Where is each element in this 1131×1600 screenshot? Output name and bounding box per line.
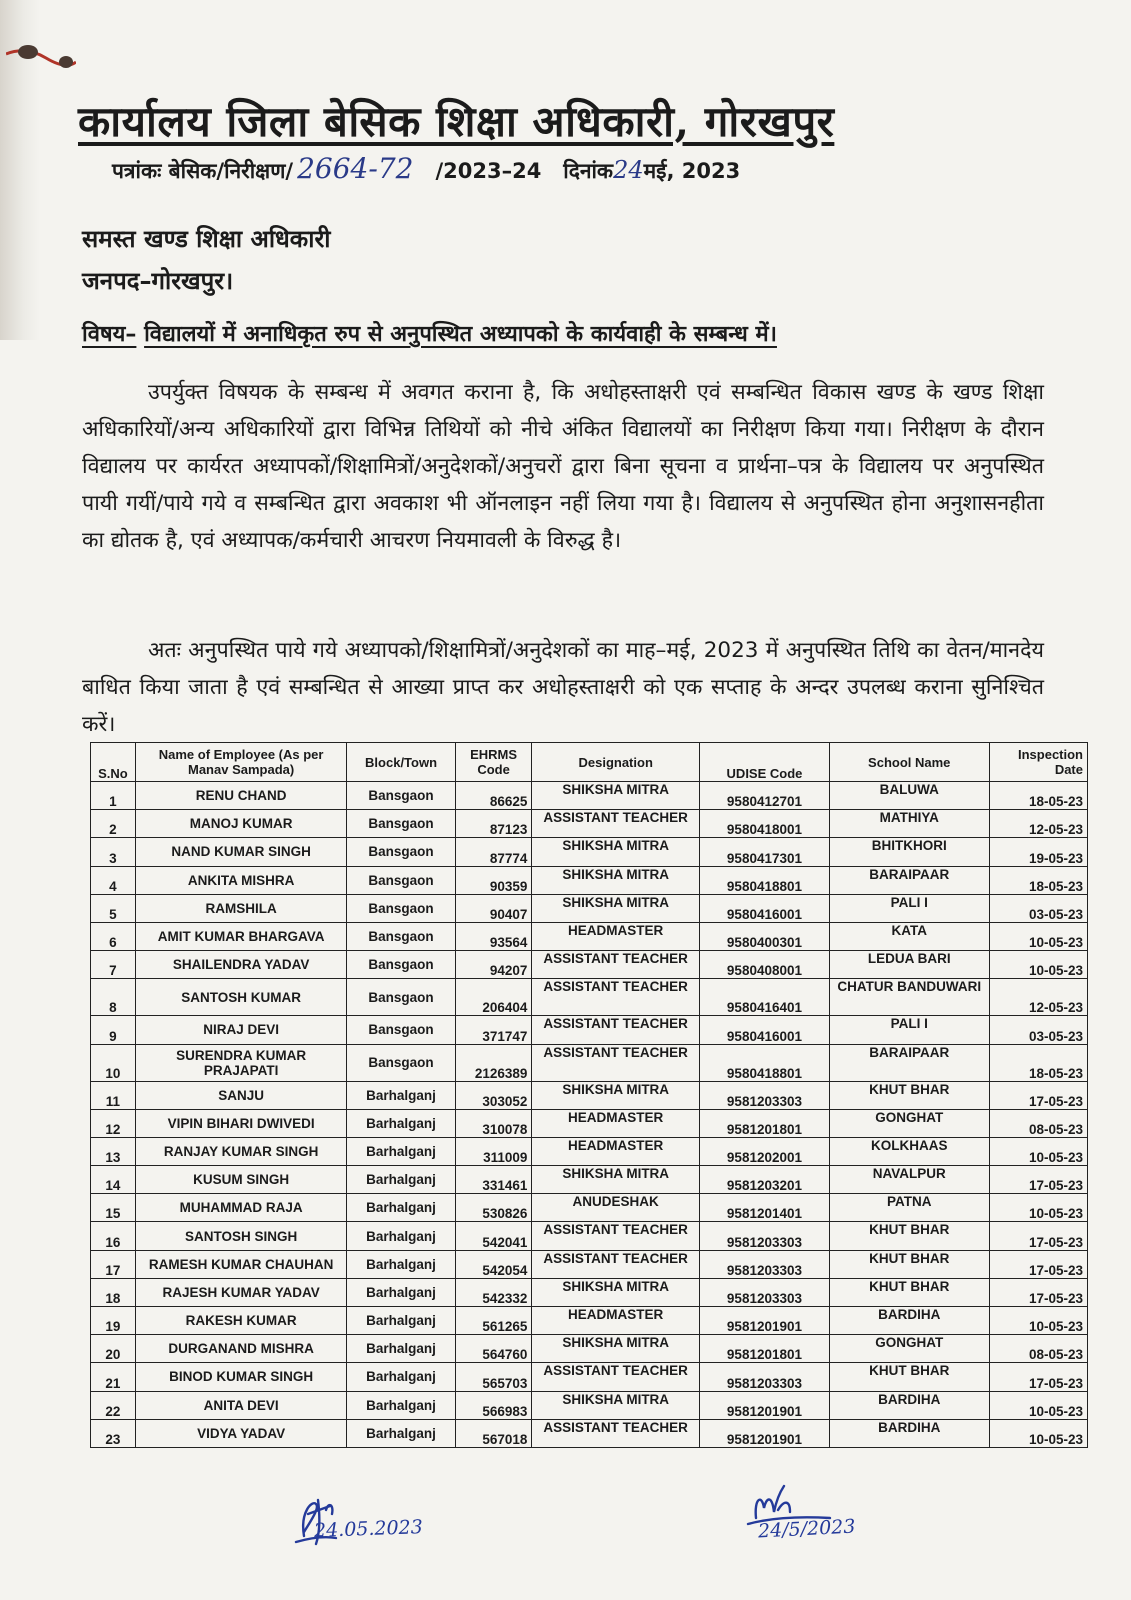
row-sno: 5 [91,894,136,922]
signature-right-date: 24/5/2023 [757,1515,856,1543]
row-school-name: KHUT BHAR [829,1363,989,1391]
row-designation: SHIKSHA MITRA [532,1081,700,1109]
row-employee-name: RENU CHAND [135,782,346,810]
row-school-name: KHUT BHAR [829,1081,989,1109]
row-ehrms-code: 561265 [455,1307,532,1335]
row-employee-name: DURGANAND MISHRA [135,1335,346,1363]
row-inspection-date: 10-05-23 [989,1419,1088,1447]
row-udise-code: 9580408001 [699,951,829,979]
row-block-town: Barhalganj [347,1363,455,1391]
row-sno: 14 [91,1166,136,1194]
row-school-name: PATNA [829,1194,989,1222]
row-school-name: KOLKHAAS [829,1137,989,1165]
subject-label: विषय– [82,322,137,347]
row-udise-code: 9581201801 [699,1109,829,1137]
row-ehrms-code: 530826 [455,1194,532,1222]
row-ehrms-code: 566983 [455,1391,532,1419]
row-inspection-date: 17-05-23 [989,1166,1088,1194]
reference-line [112,152,740,185]
row-block-town: Bansgaon [347,1016,455,1044]
row-employee-name: MANOJ KUMAR [135,810,346,838]
row-employee-name: RAKESH KUMAR [135,1307,346,1335]
table-header-row [91,743,1088,782]
row-school-name: KHUT BHAR [829,1250,989,1278]
row-sno: 8 [91,979,136,1016]
row-designation: HEADMASTER [532,1137,700,1165]
header-udise: UDISE Code [699,743,829,782]
row-inspection-date: 17-05-23 [989,1278,1088,1306]
row-employee-name: RAJESH KUMAR YADAV [135,1278,346,1306]
row-inspection-date: 17-05-23 [989,1081,1088,1109]
row-block-town: Barhalganj [347,1391,455,1419]
table-row [91,1109,1088,1137]
row-inspection-date: 10-05-23 [989,1391,1088,1419]
row-ehrms-code: 206404 [455,979,532,1016]
table-row [91,1194,1088,1222]
row-school-name: BARAIPAAR [829,866,989,894]
row-inspection-date: 18-05-23 [989,866,1088,894]
table-row [91,1391,1088,1419]
row-employee-name: AMIT KUMAR BHARGAVA [135,922,346,950]
row-employee-name: SHAILENDRA YADAV [135,951,346,979]
row-udise-code: 9581201901 [699,1307,829,1335]
row-inspection-date: 12-05-23 [989,979,1088,1016]
row-ehrms-code: 2126389 [455,1044,532,1081]
row-udise-code: 9580417301 [699,838,829,866]
row-sno: 20 [91,1335,136,1363]
row-school-name: BALUWA [829,782,989,810]
row-sno: 13 [91,1137,136,1165]
employee-table [90,742,1088,1448]
row-designation: SHIKSHA MITRA [532,1166,700,1194]
row-udise-code: 9581201901 [699,1391,829,1419]
row-designation: ASSISTANT TEACHER [532,1363,700,1391]
row-udise-code: 9581203303 [699,1081,829,1109]
row-udise-code: 9581203201 [699,1166,829,1194]
subject-text: विद्यालयों में अनाधिकृत रुप से अनुपस्थित अध्यापको के कार्यवाही के सम्बन्ध में। [144,322,777,347]
header-date: Inspection Date [989,743,1088,782]
table-row [91,1222,1088,1250]
row-employee-name: RAMESH KUMAR CHAUHAN [135,1250,346,1278]
row-employee-name: RAMSHILA [135,894,346,922]
row-designation: SHIKSHA MITRA [532,838,700,866]
row-sno: 9 [91,1016,136,1044]
row-udise-code: 9580412701 [699,782,829,810]
row-inspection-date: 18-05-23 [989,1044,1088,1081]
row-udise-code: 9580418801 [699,1044,829,1081]
row-ehrms-code: 311009 [455,1137,532,1165]
row-inspection-date: 10-05-23 [989,1194,1088,1222]
row-udise-code: 9580416401 [699,979,829,1016]
addressee-line-2: जनपद–गोरखपुर। [82,267,234,295]
row-inspection-date: 10-05-23 [989,922,1088,950]
row-employee-name: BINOD KUMAR SINGH [135,1363,346,1391]
row-inspection-date: 19-05-23 [989,838,1088,866]
row-block-town: Bansgaon [347,1044,455,1081]
row-sno: 7 [91,951,136,979]
row-ehrms-code: 310078 [455,1109,532,1137]
row-block-town: Barhalganj [347,1419,455,1447]
row-employee-name: SANTOSH KUMAR [135,979,346,1016]
row-udise-code: 9581201901 [699,1419,829,1447]
row-sno: 12 [91,1109,136,1137]
row-ehrms-code: 90407 [455,894,532,922]
row-udise-code: 9580418001 [699,810,829,838]
row-designation: ASSISTANT TEACHER [532,1419,700,1447]
row-block-town: Bansgaon [347,979,455,1016]
row-employee-name: SANJU [135,1081,346,1109]
row-designation: ASSISTANT TEACHER [532,1016,700,1044]
row-ehrms-code: 303052 [455,1081,532,1109]
row-sno: 11 [91,1081,136,1109]
row-employee-name: NAND KUMAR SINGH [135,838,346,866]
ref-prefix: पत्रांकः बेसिक/निरीक्षण/ [112,159,294,183]
header-ehrms: EHRMS Code [455,743,532,782]
row-block-town: Barhalganj [347,1081,455,1109]
table-row [91,1044,1088,1081]
signature-left [290,1492,460,1562]
table-row [91,1016,1088,1044]
row-school-name: CHATUR BANDUWARI [829,979,989,1016]
row-block-town: Bansgaon [347,782,455,810]
row-ehrms-code: 567018 [455,1419,532,1447]
row-school-name: PALI I [829,1016,989,1044]
header-school: School Name [829,743,989,782]
date-day-handwritten: 24 [613,156,644,184]
row-designation: ASSISTANT TEACHER [532,951,700,979]
ref-number-handwritten: 2664-72 [297,152,414,185]
row-block-town: Barhalganj [347,1278,455,1306]
row-employee-name: SANTOSH SINGH [135,1222,346,1250]
row-sno: 22 [91,1391,136,1419]
row-block-town: Barhalganj [347,1335,455,1363]
row-ehrms-code: 565703 [455,1363,532,1391]
row-employee-name: MUHAMMAD RAJA [135,1194,346,1222]
table-row [91,1137,1088,1165]
table-row [91,1363,1088,1391]
row-designation: ASSISTANT TEACHER [532,1044,700,1081]
row-udise-code: 9581201801 [699,1335,829,1363]
row-school-name: LEDUA BARI [829,951,989,979]
row-sno: 15 [91,1194,136,1222]
table-body [91,782,1088,1448]
row-ehrms-code: 564760 [455,1335,532,1363]
addressee-line-1: समस्त खण्ड शिक्षा अधिकारी [82,225,331,253]
addressee-block [82,218,330,302]
row-ehrms-code: 87123 [455,810,532,838]
row-school-name: BARDIHA [829,1419,989,1447]
body-paragraph-1: उपर्युक्त विषयक के सम्बन्ध में अवगत कराना है, कि अधोहस्ताक्षरी एवं सम्बन्धित विकास खण्ड के खण्ड शिक्षा अधिकारियों/अन्य अधिकारियों द्वारा विभिन्न तिथियों को नीचे अंकित विद्यालयों का निरीक्षण किया गया। निरीक्षण के दौरान विद्यालय पर कार्यरत अध्यापकों/शिक्षामित्रों/अनुदेशकों/अनुचरों द्वारा बिना सूचना व प्रार्थना–पत्र के विद्यालय पर अनुपस्थित पायी गयीं/पाये गये व सम्बन्धित द्वारा अवकाश भी ऑनलाइन नहीं लिया गया है। विद्यालय से अनुपस्थित होना अनुशासनहीता का द्योतक है, एवं अध्यापक/कर्मचारी आचरण नियमावली के विरुद्ध है। [82,380,1044,553]
row-udise-code: 9581202001 [699,1137,829,1165]
row-school-name: BARDIHA [829,1307,989,1335]
row-school-name: MATHIYA [829,810,989,838]
row-block-town: Barhalganj [347,1109,455,1137]
row-sno: 17 [91,1250,136,1278]
row-ehrms-code: 86625 [455,782,532,810]
row-designation: SHIKSHA MITRA [532,782,700,810]
row-inspection-date: 10-05-23 [989,1307,1088,1335]
table-row [91,838,1088,866]
row-employee-name: SURENDRA KUMAR PRAJAPATI [135,1044,346,1081]
row-designation: SHIKSHA MITRA [532,1278,700,1306]
row-sno: 10 [91,1044,136,1081]
row-udise-code: 9581203303 [699,1250,829,1278]
row-ehrms-code: 542054 [455,1250,532,1278]
row-block-town: Barhalganj [347,1166,455,1194]
row-inspection-date: 08-05-23 [989,1109,1088,1137]
row-school-name: NAVALPUR [829,1166,989,1194]
row-employee-name: ANITA DEVI [135,1391,346,1419]
office-title: कार्यालय जिला बेसिक शिक्षा अधिकारी, गोरखपुर [78,97,835,146]
header-name: Name of Employee (As per Manav Sampada) [135,743,346,782]
header-sno: S.No [91,743,136,782]
header-designation: Designation [532,743,700,782]
date-suffix: मई, 2023 [643,159,741,183]
row-inspection-date: 03-05-23 [989,894,1088,922]
row-block-town: Barhalganj [347,1222,455,1250]
row-udise-code: 9580400301 [699,922,829,950]
row-school-name: BHITKHORI [829,838,989,866]
row-ehrms-code: 371747 [455,1016,532,1044]
table-row [91,1250,1088,1278]
row-block-town: Barhalganj [347,1194,455,1222]
row-employee-name: NIRAJ DEVI [135,1016,346,1044]
row-designation: ASSISTANT TEACHER [532,1222,700,1250]
header-block: Block/Town [347,743,455,782]
table-row [91,894,1088,922]
row-udise-code: 9581203303 [699,1222,829,1250]
row-employee-name: VIPIN BIHARI DWIVEDI [135,1109,346,1137]
row-school-name: KATA [829,922,989,950]
row-udise-code: 9581201401 [699,1194,829,1222]
row-school-name: GONGHAT [829,1109,989,1137]
row-inspection-date: 10-05-23 [989,951,1088,979]
row-employee-name: ANKITA MISHRA [135,866,346,894]
row-sno: 1 [91,782,136,810]
row-designation: SHIKSHA MITRA [532,894,700,922]
row-block-town: Bansgaon [347,922,455,950]
ref-year: /2023–24 [435,159,542,183]
row-sno: 23 [91,1419,136,1447]
table-row [91,1307,1088,1335]
row-sno: 2 [91,810,136,838]
row-ehrms-code: 331461 [455,1166,532,1194]
row-inspection-date: 17-05-23 [989,1222,1088,1250]
table-row [91,951,1088,979]
table-row [91,1278,1088,1306]
row-sno: 6 [91,922,136,950]
row-block-town: Bansgaon [347,866,455,894]
row-sno: 19 [91,1307,136,1335]
row-designation: ASSISTANT TEACHER [532,979,700,1016]
table-row [91,922,1088,950]
row-block-town: Bansgaon [347,810,455,838]
row-block-town: Bansgaon [347,951,455,979]
row-designation: ASSISTANT TEACHER [532,1250,700,1278]
row-udise-code: 9581203303 [699,1278,829,1306]
row-employee-name: RANJAY KUMAR SINGH [135,1137,346,1165]
row-sno: 3 [91,838,136,866]
row-school-name: GONGHAT [829,1335,989,1363]
row-school-name: KHUT BHAR [829,1222,989,1250]
row-employee-name: KUSUM SINGH [135,1166,346,1194]
row-sno: 16 [91,1222,136,1250]
row-employee-name: VIDYA YADAV [135,1419,346,1447]
subject-line [82,318,1072,348]
signature-left-date: 24.05.2023 [313,1516,424,1542]
row-designation: SHIKSHA MITRA [532,1391,700,1419]
table-row [91,1335,1088,1363]
table-row [91,866,1088,894]
row-designation: SHIKSHA MITRA [532,1335,700,1363]
row-designation: HEADMASTER [532,922,700,950]
row-inspection-date: 10-05-23 [989,1137,1088,1165]
row-ehrms-code: 93564 [455,922,532,950]
row-designation: SHIKSHA MITRA [532,866,700,894]
row-designation: ANUDESHAK [532,1194,700,1222]
row-udise-code: 9580418801 [699,866,829,894]
row-block-town: Bansgaon [347,838,455,866]
row-inspection-date: 17-05-23 [989,1363,1088,1391]
row-block-town: Bansgaon [347,894,455,922]
table-row [91,782,1088,810]
row-ehrms-code: 542041 [455,1222,532,1250]
row-udise-code: 9580416001 [699,894,829,922]
table-row [91,1081,1088,1109]
row-inspection-date: 08-05-23 [989,1335,1088,1363]
row-school-name: BARAIPAAR [829,1044,989,1081]
table-row [91,810,1088,838]
row-sno: 21 [91,1363,136,1391]
row-ehrms-code: 87774 [455,838,532,866]
row-block-town: Barhalganj [347,1250,455,1278]
row-ehrms-code: 90359 [455,866,532,894]
row-designation: HEADMASTER [532,1109,700,1137]
row-ehrms-code: 542332 [455,1278,532,1306]
body-paragraph-2: अतः अनुपस्थित पाये गये अध्यापको/शिक्षामित्रों/अनुदेशकों का माह–मई, 2023 में अनुपस्थित तिथि का वेतन/मानदेय बाधित किया जाता है एवं सम्बन्धित से आख्या प्राप्त कर अधोहस्ताक्षरी को एक सप्ताह के अन्दर उपलब्ध कराना सुनिश्चित करें। [82,638,1044,737]
row-ehrms-code: 94207 [455,951,532,979]
row-sno: 18 [91,1278,136,1306]
row-udise-code: 9581203303 [699,1363,829,1391]
row-inspection-date: 18-05-23 [989,782,1088,810]
binding-tag-thread [6,44,76,74]
table-row [91,1166,1088,1194]
row-designation: ASSISTANT TEACHER [532,810,700,838]
signature-right [740,1484,880,1543]
row-school-name: KHUT BHAR [829,1278,989,1306]
row-school-name: BARDIHA [829,1391,989,1419]
row-inspection-date: 12-05-23 [989,810,1088,838]
table-row [91,979,1088,1016]
date-prefix: दिनांक [563,159,614,183]
row-school-name: PALI I [829,894,989,922]
row-udise-code: 9580416001 [699,1016,829,1044]
row-block-town: Barhalganj [347,1137,455,1165]
row-inspection-date: 17-05-23 [989,1250,1088,1278]
row-designation: HEADMASTER [532,1307,700,1335]
row-block-town: Barhalganj [347,1307,455,1335]
row-sno: 4 [91,866,136,894]
table-row [91,1419,1088,1447]
row-inspection-date: 03-05-23 [989,1016,1088,1044]
